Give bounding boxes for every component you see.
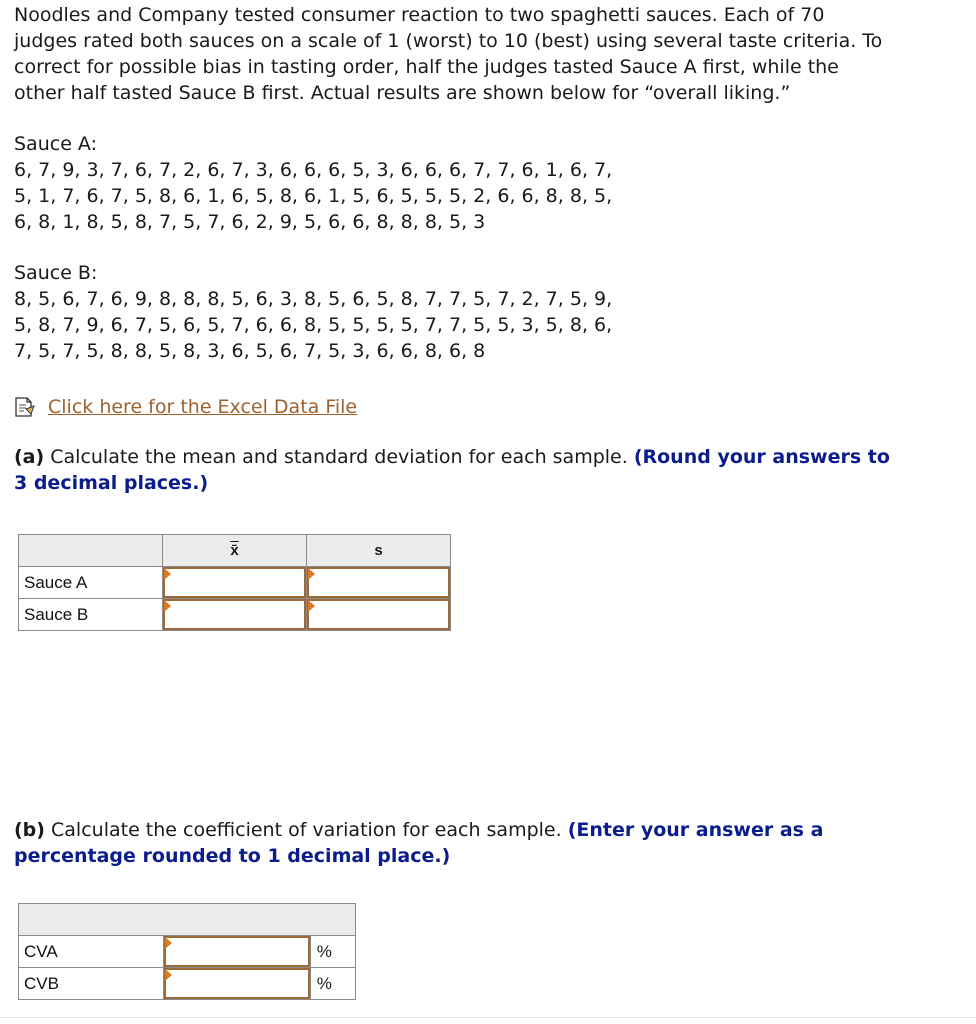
part-a-text: Calculate the mean and standard deviation for each sample. [50, 446, 628, 468]
part-b-text: Calculate the coefficient of variation for each sample. [51, 819, 562, 841]
intro-line: judges rated both sauces on a scale of 1 (worst) to 10 (best) using several taste criteria. To [14, 30, 883, 52]
sauce-b-sd-cell [307, 599, 451, 631]
row-label-sauce-a: Sauce A [19, 567, 163, 599]
cva-input[interactable] [164, 936, 310, 967]
intro-line: Noodles and Company tested consumer reaction to two spaghetti sauces. Each of 70 [14, 4, 825, 26]
part-b-question [14, 817, 823, 869]
sauce-b-data [14, 260, 964, 364]
sauce-a-mean-input[interactable] [163, 567, 306, 598]
table-row [19, 968, 356, 1000]
cva-cell [163, 936, 310, 968]
header-blank [19, 535, 163, 567]
cv-table [18, 903, 356, 1000]
cvb-input[interactable] [164, 968, 310, 999]
excel-data-link[interactable]: Click here for the Excel Data File [48, 396, 358, 418]
sauce-b-mean-cell [163, 599, 307, 631]
sauce-b-sd-input[interactable] [307, 599, 450, 630]
row-label-sauce-b: Sauce B [19, 599, 163, 631]
sauce-a-sd-input[interactable] [307, 567, 450, 598]
row-label-cvb: CVB [19, 968, 164, 1000]
sauce-a-values: 6, 7, 9, 3, 7, 6, 7, 2, 6, 7, 3, 6, 6, 6, 5, 3, 6, 6, 6, 7, 7, 6, 1, 6, 7, [14, 159, 613, 181]
bottom-divider [0, 1017, 976, 1018]
table-row [19, 936, 356, 968]
row-label-cva: CVA [19, 936, 164, 968]
cv-header-blank [19, 904, 356, 936]
cvb-percent-unit: % [310, 968, 355, 1000]
sauce-b-values: 5, 8, 7, 9, 6, 7, 5, 6, 5, 7, 6, 6, 8, 5, 5, 5, 5, 7, 7, 5, 5, 3, 5, 8, 6, [14, 314, 613, 336]
sauce-a-mean-cell [163, 567, 307, 599]
part-a-line [14, 444, 964, 470]
table-row [19, 599, 451, 631]
sauce-a-data [14, 131, 964, 235]
sauce-a-values: 5, 1, 7, 6, 7, 5, 8, 6, 1, 6, 5, 8, 6, 1, 5, 6, 5, 5, 5, 2, 6, 6, 8, 8, 5, [14, 185, 613, 207]
table-row [19, 567, 451, 599]
intro-line: correct for possible bias in tasting order, half the judges tasted Sauce A first, while the [14, 56, 839, 78]
mean-symbol: x̄ [230, 542, 239, 559]
header-mean [163, 535, 307, 567]
excel-link-row [14, 394, 964, 420]
part-b-note-cont: percentage rounded to 1 decimal place.) [14, 845, 451, 867]
part-a-note: (Round your answers to [633, 446, 890, 468]
excel-file-icon[interactable] [14, 397, 36, 417]
part-a-question [14, 444, 964, 496]
sauce-a-values: 6, 8, 1, 8, 5, 8, 7, 5, 7, 6, 2, 9, 5, 6, 6, 8, 8, 8, 5, 3 [14, 211, 486, 233]
part-a-label: (a) [14, 446, 45, 468]
part-b-line [14, 817, 823, 843]
table-header-row [19, 535, 451, 567]
problem-intro [14, 2, 964, 106]
question-page [14, 2, 964, 867]
part-a-note-cont: 3 decimal places.) [14, 472, 209, 494]
part-b-label: (b) [14, 819, 45, 841]
cvb-cell [163, 968, 310, 1000]
sauce-b-title: Sauce B: [14, 262, 98, 284]
cva-percent-unit: % [310, 936, 355, 968]
mean-sd-table [18, 534, 451, 631]
table-header-row [19, 904, 356, 936]
sauce-b-values: 8, 5, 6, 7, 6, 9, 8, 8, 8, 5, 6, 3, 8, 5, 6, 5, 8, 7, 7, 5, 7, 2, 7, 5, 9, [14, 288, 613, 310]
sauce-a-title: Sauce A: [14, 133, 97, 155]
header-sd: s [307, 535, 451, 567]
part-b-note: (Enter your answer as a [567, 819, 824, 841]
sauce-a-sd-cell [307, 567, 451, 599]
sauce-b-values: 7, 5, 7, 5, 8, 8, 5, 8, 3, 6, 5, 6, 7, 5, 3, 6, 6, 8, 6, 8 [14, 340, 486, 362]
sauce-b-mean-input[interactable] [163, 599, 306, 630]
intro-line: other half tasted Sauce B first. Actual results are shown below for “overall liking.” [14, 82, 791, 104]
